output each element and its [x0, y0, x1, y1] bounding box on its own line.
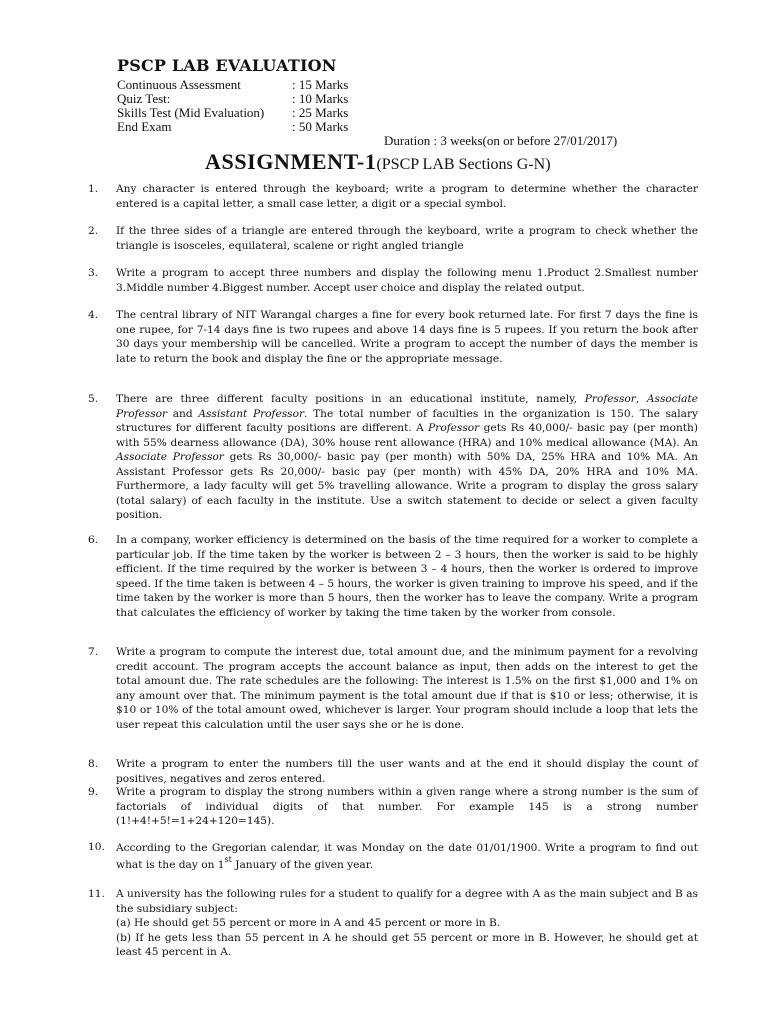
question-number: 5. — [88, 393, 99, 405]
question-text: Write a program to compute the interest due, total amount due, and the minimum payment for a revolving credit account. The program accepts the account balance as input, then adds on the interest to get the total amount due. The rate schedules are the following: The interest is 1.5% on the first $1,000 and 1% on any amount over that. The minimum payment is the total amount due if that is $10 or less; otherwise, it is $10 or 10% of the total amount owed, whichever is larger. Your program should include a loop that lets the user repeat this calculation until the user says she or he is done. — [116, 646, 698, 731]
question-text: If the three sides of a triangle are entered through the keyboard, write a program to check whether the triangle is isosceles, equilateral, scalene or right angled triangle — [116, 225, 698, 252]
question-text: A university has the following rules for a student to qualify for a degree with A as the main subject and B as the subsidiary subject: — [116, 888, 698, 915]
question-item — [88, 308, 698, 366]
sub-point: (a) He should get 55 percent or more in A and 45 percent or more in B. — [116, 917, 501, 929]
text-segment: , — [635, 393, 647, 405]
question-item — [88, 840, 698, 874]
assignment-title: ASSIGNMENT-1 — [205, 149, 377, 174]
question-number: 8. — [88, 758, 99, 770]
superscript: st — [224, 855, 232, 865]
marks-label: Skills Test (Mid Evaluation) — [117, 105, 265, 120]
text-segment: and — [167, 407, 199, 420]
question-text: In a company, worker efficiency is determined on the basis of the time required for a worker to complete a particular job. If the time taken by the worker is between 2 – 3 hours, then the worker is said to be highly efficient. If the time required by the worker is between 3 – 4 hours, then the worker is ordered to improve speed. If the time taken is between 4 – 5 hours, the worker is given training to improve his speed, and if the time taken by the worker is more than 5 hours, then the worker has to leave the company. Write a program that calculates the efficiency of worker by taking the time taken by the worker from console. — [116, 534, 698, 619]
question-item — [88, 182, 698, 211]
page-title: PSCP LAB EVALUATION — [117, 56, 337, 75]
question-text: Any character is entered through the keyboard; write a program to determine whether the character entered is a capital letter, a small case letter, a digit or a special symbol. — [116, 183, 698, 210]
question-item — [88, 645, 698, 732]
question-item — [88, 887, 698, 960]
question-item — [88, 266, 698, 295]
marks-label: Quiz Test: — [117, 91, 171, 106]
question-number: 10. — [88, 841, 105, 853]
marks-value: : 50 Marks — [292, 119, 349, 134]
italic-term: Associate Professor — [116, 451, 224, 463]
duration-text: Duration : 3 weeks(on or before 27/01/2017) — [384, 133, 618, 148]
marks-value: : 15 Marks — [292, 77, 349, 92]
text-segment: gets Rs 30,000/- basic pay (per month) with 50% DA, 25% HRA and 10% MA. An Assistant Professor gets Rs 20,000/- basic pay (per month) with 45% DA, 20% HRA and 10% MA. Furthermore, a lady faculty will get 5% travelling allowance. Write a program to display the gross salary (total salary) of each faculty in the institute. Use a switch statement to decide or select a given faculty position. — [116, 451, 698, 521]
question-item — [88, 785, 698, 829]
italic-term: Assistant Professor — [198, 407, 305, 420]
text-segment: gets Rs 40,000/- basic pay (per month) with 55% dearness allowance (DA), 30% house rent allowance (HRA) and 10% medical allowance (MA). An — [116, 422, 699, 449]
question-text — [116, 392, 698, 523]
question-number: 2. — [88, 225, 99, 237]
question-text: Write a program to enter the numbers till the user wants and at the end it should display the count of positives, negatives and zeros entered. — [116, 758, 698, 785]
question-item — [88, 533, 698, 620]
marks-label: Continuous Assessment — [117, 77, 241, 92]
marks-value: : 25 Marks — [292, 105, 349, 120]
text-segment: There are three different faculty positions in an educational institute, namely, — [116, 393, 585, 405]
question-number: 1. — [88, 183, 99, 195]
assignment-heading — [205, 149, 551, 175]
text-segment: . The total number of faculties in the organization is 150. The salary structures for different faculty positions are different. A — [116, 407, 698, 434]
text-segment: According to the Gregorian calendar, it was Monday on the date 01/01/1900. Write a program to find out what is the day on 1 — [116, 842, 698, 871]
question-text — [116, 840, 698, 874]
italic-term: Professor — [428, 422, 480, 434]
marks-value: : 10 Marks — [292, 91, 349, 106]
question-item — [88, 392, 698, 523]
question-number: 4. — [88, 309, 99, 321]
italic-term: Professor — [584, 393, 636, 405]
question-number: 6. — [88, 534, 99, 546]
question-number: 3. — [88, 267, 99, 279]
question-text: Write a program to accept three numbers and display the following menu 1.Product 2.Smallest number 3.Middle number 4.Biggest number. Accept user choice and display the related output. — [116, 267, 698, 294]
question-item — [88, 224, 698, 253]
question-number: 11. — [88, 888, 105, 900]
italic-term: Associate Professor — [116, 393, 698, 420]
marks-label: End Exam — [117, 119, 172, 134]
sub-point: (b) If he gets less than 55 percent in A he should get 55 percent or more in B. However, he should get at least 45 percent in A. — [116, 931, 698, 958]
text-segment: January of the given year. — [231, 859, 373, 871]
question-number: 7. — [88, 646, 99, 658]
question-item — [88, 757, 698, 786]
question-text: Write a program to display the strong numbers within a given range where a strong number is the sum of factorials of individual digits of that number. For example 145 is a strong number (1!+4!+5!=1+24+120=145). — [116, 786, 698, 827]
question-number: 9. — [88, 786, 99, 798]
question-text: The central library of NIT Warangal charges a fine for every book returned late. For first 7 days the fine is one rupee, for 7-14 days fine is two rupees and above 14 days fine is 5 rupees. If you return the book after 30 days your membership will be cancelled. Write a program to accept the number of days the member is late to return the book and display the fine or the appropriate message. — [116, 309, 698, 365]
assignment-subtitle: (PSCP LAB Sections G-N) — [376, 156, 551, 173]
